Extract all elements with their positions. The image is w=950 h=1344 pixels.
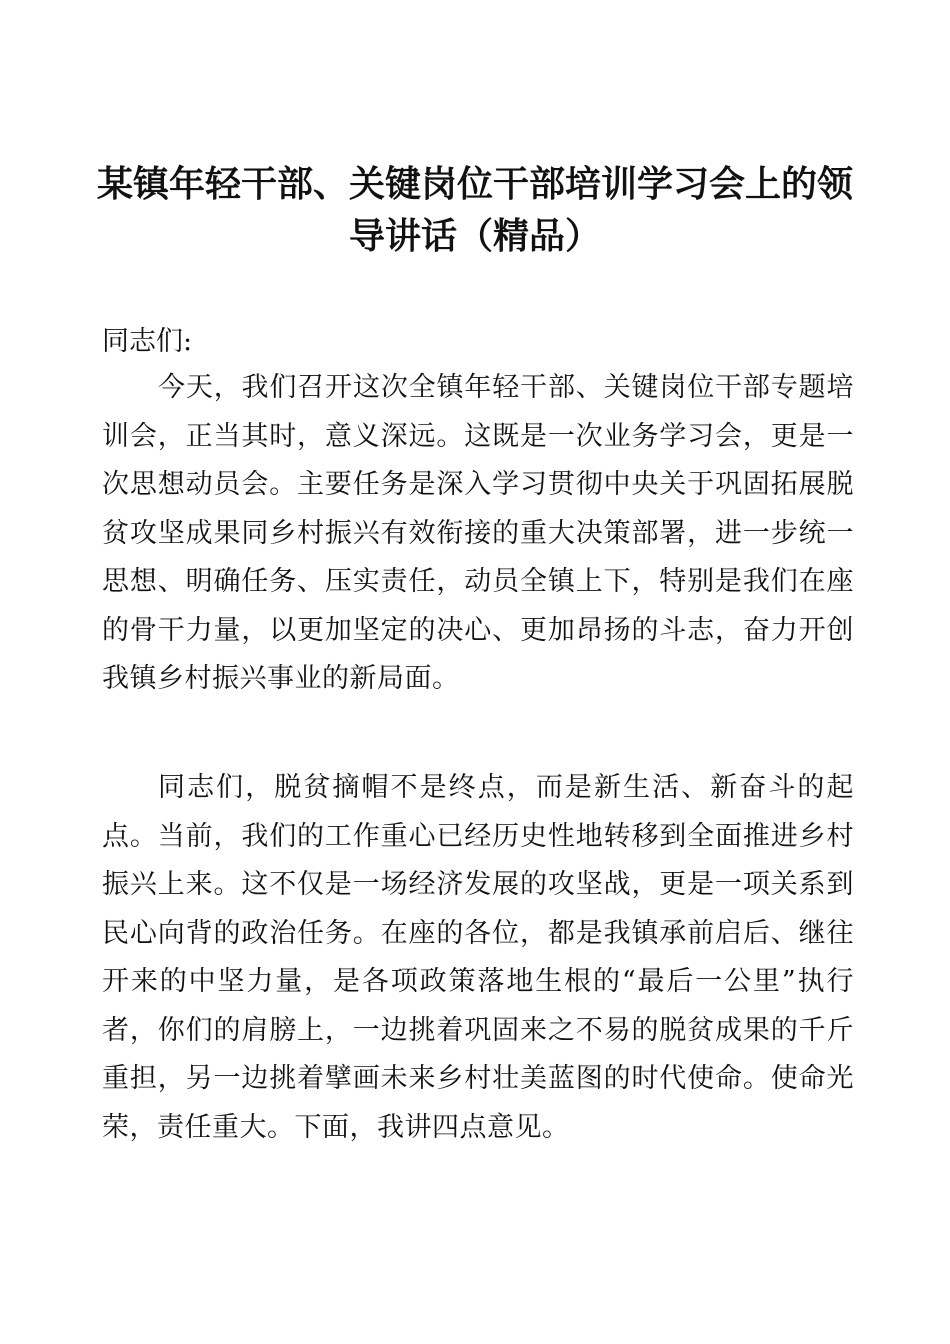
- salutation: 同志们:: [102, 326, 193, 357]
- paragraph-1: 今天，我们召开这次全镇年轻干部、关键岗位干部专题培训会，正当其时，意义深远。这既是一次业务学习会，更是一次思想动员会。主要任务是深入学习贯彻中央关于巩固拓展脱贫攻坚成果同乡村振兴有效衔接的重大决策部署，进一步统一思想、明确任务、压实责任，动员全镇上下，特别是我们在座的骨干力量，以更加坚定的决心、更加昂扬的斗志，奋力开创我镇乡村振兴事业的新局面。: [102, 372, 854, 694]
- document-title: 某镇年轻干部、关键岗位干部培训学习会上的领导讲话（精品）: [96, 163, 853, 257]
- paragraph-2: 同志们，脱贫摘帽不是终点，而是新生活、新奋斗的起点。当前，我们的工作重心已经历史性地转移到全面推进乡村振兴上来。这不仅是一场经济发展的攻坚战，更是一项关系到民心向背的政治任务。在座的各位，都是我镇承前启后、继往开来的中坚力量，是各项政策落地生根的“最后一公里”执行者，你们的肩膀上，一边挑着巩固来之不易的脱贫成果的千斤重担，另一边挑着擘画未来乡村壮美蓝图的时代使命。使命光荣，责任重大。下面，我讲四点意见。: [102, 772, 854, 1143]
